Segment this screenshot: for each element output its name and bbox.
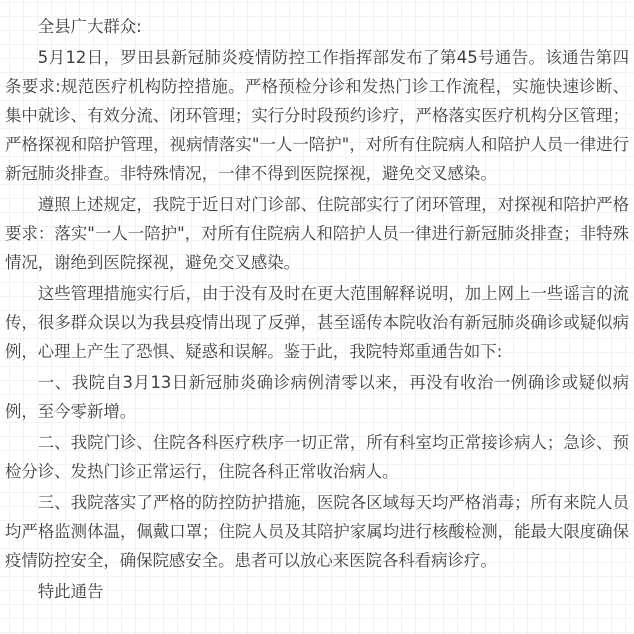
notice-item-3: 三、我院落实了严格的防控防护措施，医院各区域每天均严格消毒；所有来院人员均严格监测体温，佩戴口罩；住院人员及其陪护家属均进行核酸检测，能最大限度确保疫情防控安全，确保院感安全。患者可以放心来医院各科看病诊疗。 — [5, 493, 629, 570]
notice-paragraph-background: 5月12日，罗田县新冠肺炎疫情防控工作指挥部发布了第45号通告。该通告第四条要求:规范医疗机构防控措施。严格预检分诊和发热门诊工作流程，实施快速诊断、集中就诊、有效分流、闭环管理；实行分时段预约诊疗，严格落实医疗机构分区管理；严格探视和陪护管理，视病情落实"一人一陪护"，对所有住院病人和陪护人员一律进行新冠肺炎排查。非特殊情况，一律不得到医院探视，避免交叉感染。 — [5, 48, 629, 183]
notice-item-1: 一、我院自3月13日新冠肺炎确诊病例清零以来，再没有收治一例确诊或疑似病例，至今零新增。 — [5, 373, 629, 421]
notice-salutation: 全县广大群众: — [37, 17, 142, 36]
notice-paragraph-rumor-clarification: 这些管理措施实行后，由于没有及时在更大范围解释说明，加上网上一些谣言的流传，很多群众误以为我县疫情出现了反弹，甚至谣传本院收治有新冠肺炎确诊或疑似病例，心理上产生了恐惧、疑惑和误解。鉴于此，我院特郑重通告如下: — [5, 284, 629, 361]
notice-closing-phrase: 特此通告 — [37, 582, 104, 601]
notice-item-2: 二、我院门诊、住院各科医疗秩序一切正常，所有科室均正常接诊病人；急诊、预检分诊、发热门诊正常运行，住院各科正常收治病人。 — [5, 433, 629, 481]
notice-paragraph-hospital-measures: 遵照上述规定，我院于近日对门诊部、住院部实行了闭环管理，对探视和陪护严格要求：落实"一人一陪护"，对所有住院病人和陪护人员一律进行新冠肺炎排查；非特殊情况，谢绝到医院探视，避免交叉感染。 — [5, 195, 629, 272]
